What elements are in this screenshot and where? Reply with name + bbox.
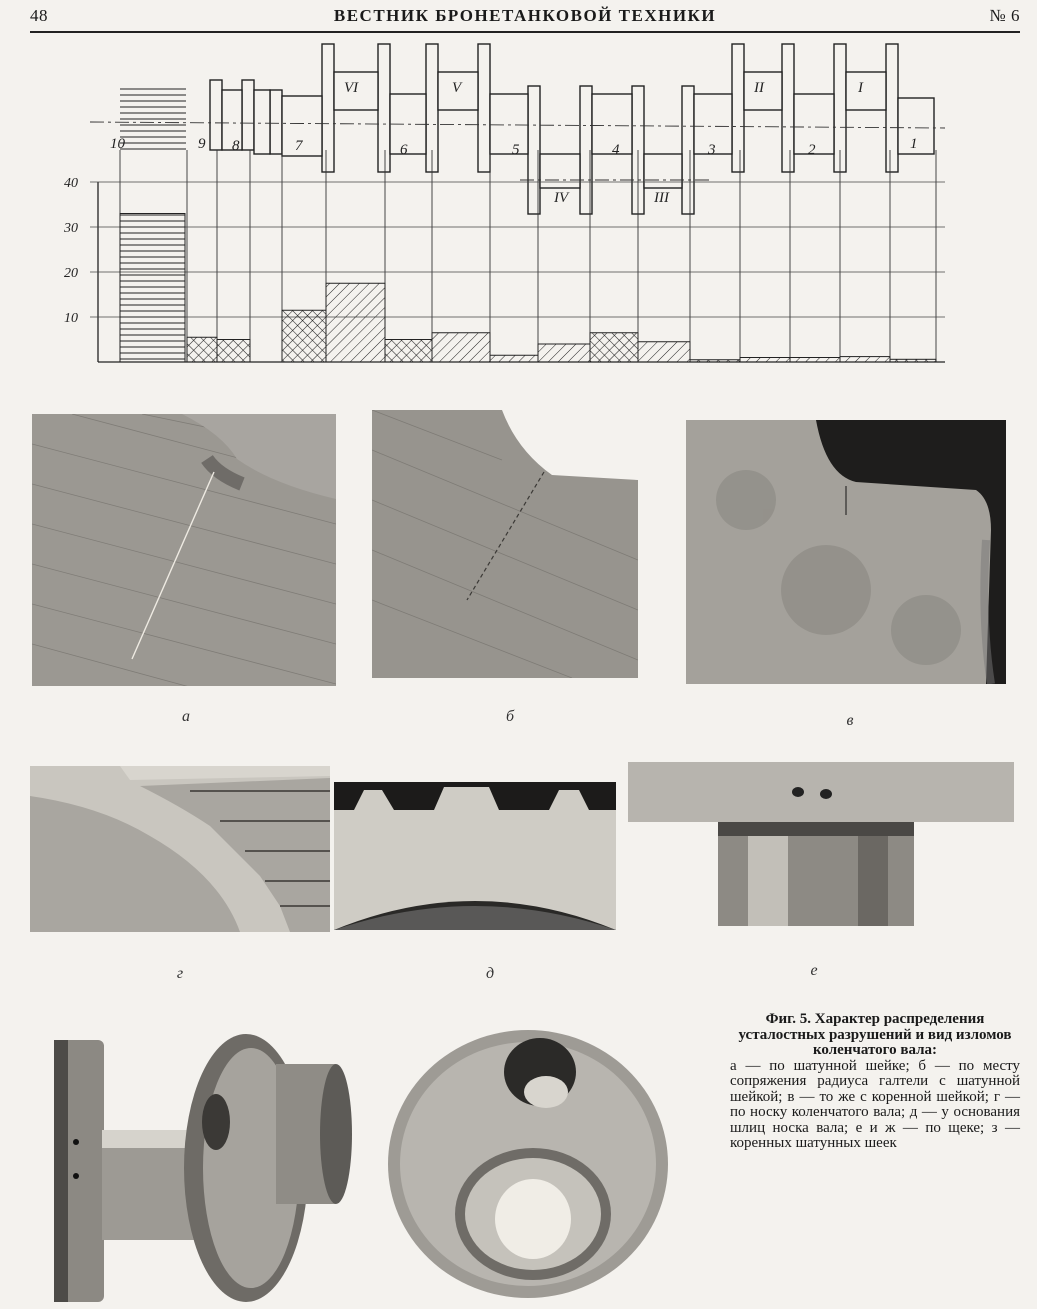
y-axis [63,176,945,362]
failure-bar [638,342,690,362]
figure-label-d: д [485,965,495,982]
page-header [30,6,1020,30]
figure-label-v: в [846,712,854,729]
failure-bar [890,359,936,362]
journal-title: ВЕСТНИК БРОНЕТАНКОВОЙ ТЕХНИКИ [333,6,717,25]
photo-g-nose-fracture [30,766,330,932]
failure-bar [790,358,840,363]
crank-web [242,80,254,150]
failure-bars [120,214,936,363]
figure-label-b: б [505,708,515,725]
failure-bar [740,358,790,363]
failure-bar [326,283,385,362]
failure-bar [432,333,490,362]
photo-z-journal-fractures [378,1014,680,1300]
throw-label-VI: VI [344,80,359,96]
failure-bar [120,214,185,363]
throw-label-I: I [858,80,863,96]
figure-caption [730,1012,1020,1152]
crank-web [270,90,282,154]
crank-web [478,44,490,172]
crank-web [732,44,744,172]
failure-bar [490,355,538,362]
failure-bar [538,344,590,362]
crankshaft-fatigue-diagram [60,38,960,378]
photo-d-spline-base [334,782,616,930]
crank-web [782,44,794,172]
figure-label-a: а [182,708,190,725]
failure-bar [217,340,250,363]
y-tick-label-40: 40 [64,176,78,191]
crank-web [210,80,222,150]
crankshaft-outline [120,44,934,214]
journal-label-1: 1 [910,136,918,152]
journal-label-8: 8 [232,138,240,154]
issue-number: № 6 [989,6,1020,25]
crank-web [886,44,898,172]
header-rule [30,31,1020,33]
failure-bar [590,333,638,362]
throw-label-V: V [452,80,462,96]
y-tick-label-10: 10 [64,311,78,326]
caption-title: Фиг. 5. Характер распределения усталостных разрушений и вид изломов коленчатого вала: [738,1011,1012,1058]
figure-label-e: е [810,962,818,979]
crank-journal [254,90,270,154]
failure-bar [385,340,432,363]
journal-label-5: 5 [512,142,520,158]
y-tick-label-30: 30 [64,221,78,236]
crank-journal [846,72,886,110]
journal-label-10: 10 [110,136,125,152]
journal-label-2: 2 [808,142,816,158]
crank-nose [120,88,186,152]
crank-journal [540,154,580,188]
throw-label-III: III [654,190,669,206]
journal-label-9: 9 [198,136,206,152]
crank-journal [490,94,528,154]
crank-web [378,44,390,172]
throw-label-II: II [754,80,764,96]
photo-e-web-fracture [628,762,1014,928]
y-tick-label-20: 20 [64,266,78,281]
photo-a-crankpin-fracture [32,414,336,686]
crank-web [682,86,694,214]
crank-web [322,44,334,172]
failure-bar [840,357,890,362]
caption-body: а — по шатунной шейке; б — по месту сопряжения радиуса галтели с шатунной шейкой; в — то же с коренной шейкой; г — по носку коленчатого вала; д — у основания шлиц носка вала; е и ж — по щеке; з — коренных шатунных шеек [730,1057,1020,1151]
journal-label-4: 4 [612,142,620,158]
failure-bar [282,310,326,362]
throw-label-IV: IV [554,190,569,206]
journal-label-3: 3 [708,142,716,158]
section-guide-lines [90,122,945,362]
photo-b-fillet-fracture [372,410,638,678]
journal-label-7: 7 [295,138,303,154]
failure-bar [690,360,740,362]
photo-zh-crankshaft-segment [46,1026,356,1302]
figure-label-g: г [176,965,184,982]
journal-label-6: 6 [400,142,408,158]
failure-bar [187,337,217,362]
photo-v-main-journal-fracture [686,420,1006,684]
crank-journal [644,154,682,188]
page-number: 48 [30,6,48,25]
